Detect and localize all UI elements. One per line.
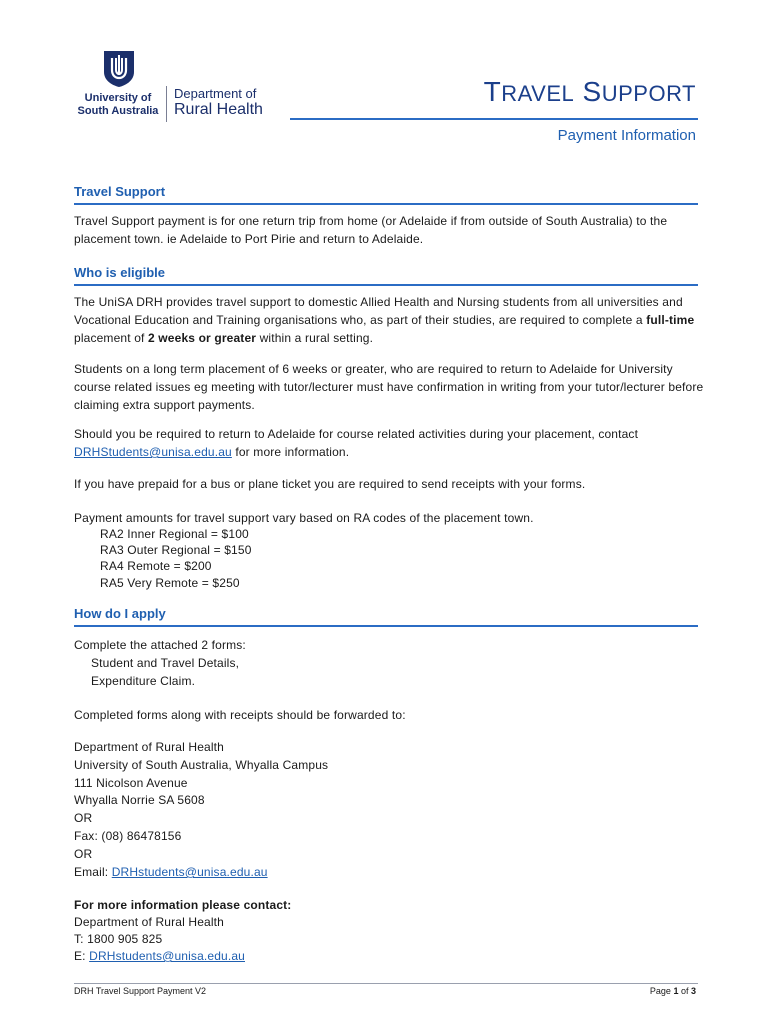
receipts-paragraph: If you have prepaid for a bus or plane ticket you are required to send receipts with your forms.	[74, 477, 586, 491]
eligibility-paragraph: The UniSA DRH provides travel support to domestic Allied Health and Nursing students from all universities and Vocational Education and Training organisations who, as part of their studies, are required to complete a full-time placement of 2 weeks or greater within a rural setting.	[74, 295, 695, 345]
fax-number: Fax: (08) 86478156	[74, 829, 182, 843]
or-separator: OR	[74, 847, 93, 861]
contact-email-link[interactable]: DRHstudents@unisa.edu.au	[89, 949, 245, 963]
drh-students-email-link[interactable]: DRHStudents@unisa.edu.au	[74, 445, 232, 459]
payment-amounts-paragraph: Payment amounts for travel support vary based on RA codes of the placement town.	[74, 511, 534, 525]
address-line: 111 Nicolson Avenue	[74, 776, 188, 790]
ra-code-item: RA2 Inner Regional = $100	[100, 527, 249, 541]
footer-page-number: Page 1 of 3	[649, 986, 696, 996]
section-heading-how-do-i-apply: How do I apply	[74, 606, 166, 621]
form-item: Expenditure Claim.	[91, 674, 196, 688]
footer-document-name: DRH Travel Support Payment V2	[74, 986, 207, 996]
section-heading-who-is-eligible: Who is eligible	[74, 265, 166, 280]
department-name: Department of Rural Health	[174, 86, 263, 118]
contact-name: Department of Rural Health	[74, 915, 224, 929]
address-line: Whyalla Norrie SA 5608	[74, 793, 205, 807]
address-line: University of South Australia, Whyalla Campus	[74, 758, 329, 772]
or-separator: OR	[74, 811, 93, 825]
forward-instructions: Completed forms along with receipts should be forwarded to:	[74, 708, 406, 722]
contact-phone: T: 1800 905 825	[74, 932, 163, 946]
section-divider	[74, 625, 698, 627]
return-to-adelaide-paragraph: Should you be required to return to Adelaide for course related activities during your placement, contact DRHStudents@unisa.edu.au for more information.	[74, 427, 639, 459]
address-line: Department of Rural Health	[74, 740, 224, 754]
page-title: TRAVEL SUPPORT	[483, 76, 696, 107]
section-divider	[74, 284, 698, 286]
ra-code-item: RA5 Very Remote = $250	[100, 576, 240, 590]
ra-code-item: RA3 Outer Regional = $150	[100, 543, 252, 557]
contact-email: E: DRHstudents@unisa.edu.au	[74, 949, 245, 963]
contact-heading: For more information please contact:	[74, 898, 292, 912]
university-name: University of South Australia	[77, 92, 159, 117]
section-heading-travel-support: Travel Support	[74, 184, 166, 199]
logo-divider	[166, 86, 167, 122]
section-divider	[74, 203, 698, 205]
apply-intro: Complete the attached 2 forms:	[74, 638, 246, 652]
ra-code-item: RA4 Remote = $200	[100, 559, 212, 573]
page-subtitle: Payment Information	[557, 127, 696, 144]
unisa-logo	[76, 48, 276, 123]
title-divider	[290, 118, 698, 120]
drh-students-email-link[interactable]: DRHstudents@unisa.edu.au	[111, 865, 268, 879]
email-line: Email: DRHstudents@unisa.edu.au	[74, 865, 268, 879]
footer-divider	[74, 983, 698, 984]
travel-support-text: Travel Support payment is for one return trip from home (or Adelaide if from outside of South Australia) to the placement town. ie Adelaide to Port Pirie and return to Adelaide.	[74, 214, 668, 246]
long-term-placement-paragraph: Students on a long term placement of 6 weeks or greater, who are required to return to Adelaide for University course related issues eg meeting with tutor/lecturer must have confirmation in writing from your tutor/lecturer before claiming extra support payments.	[74, 362, 704, 412]
unisa-shield-icon	[103, 50, 135, 88]
form-item: Student and Travel Details,	[91, 656, 240, 670]
